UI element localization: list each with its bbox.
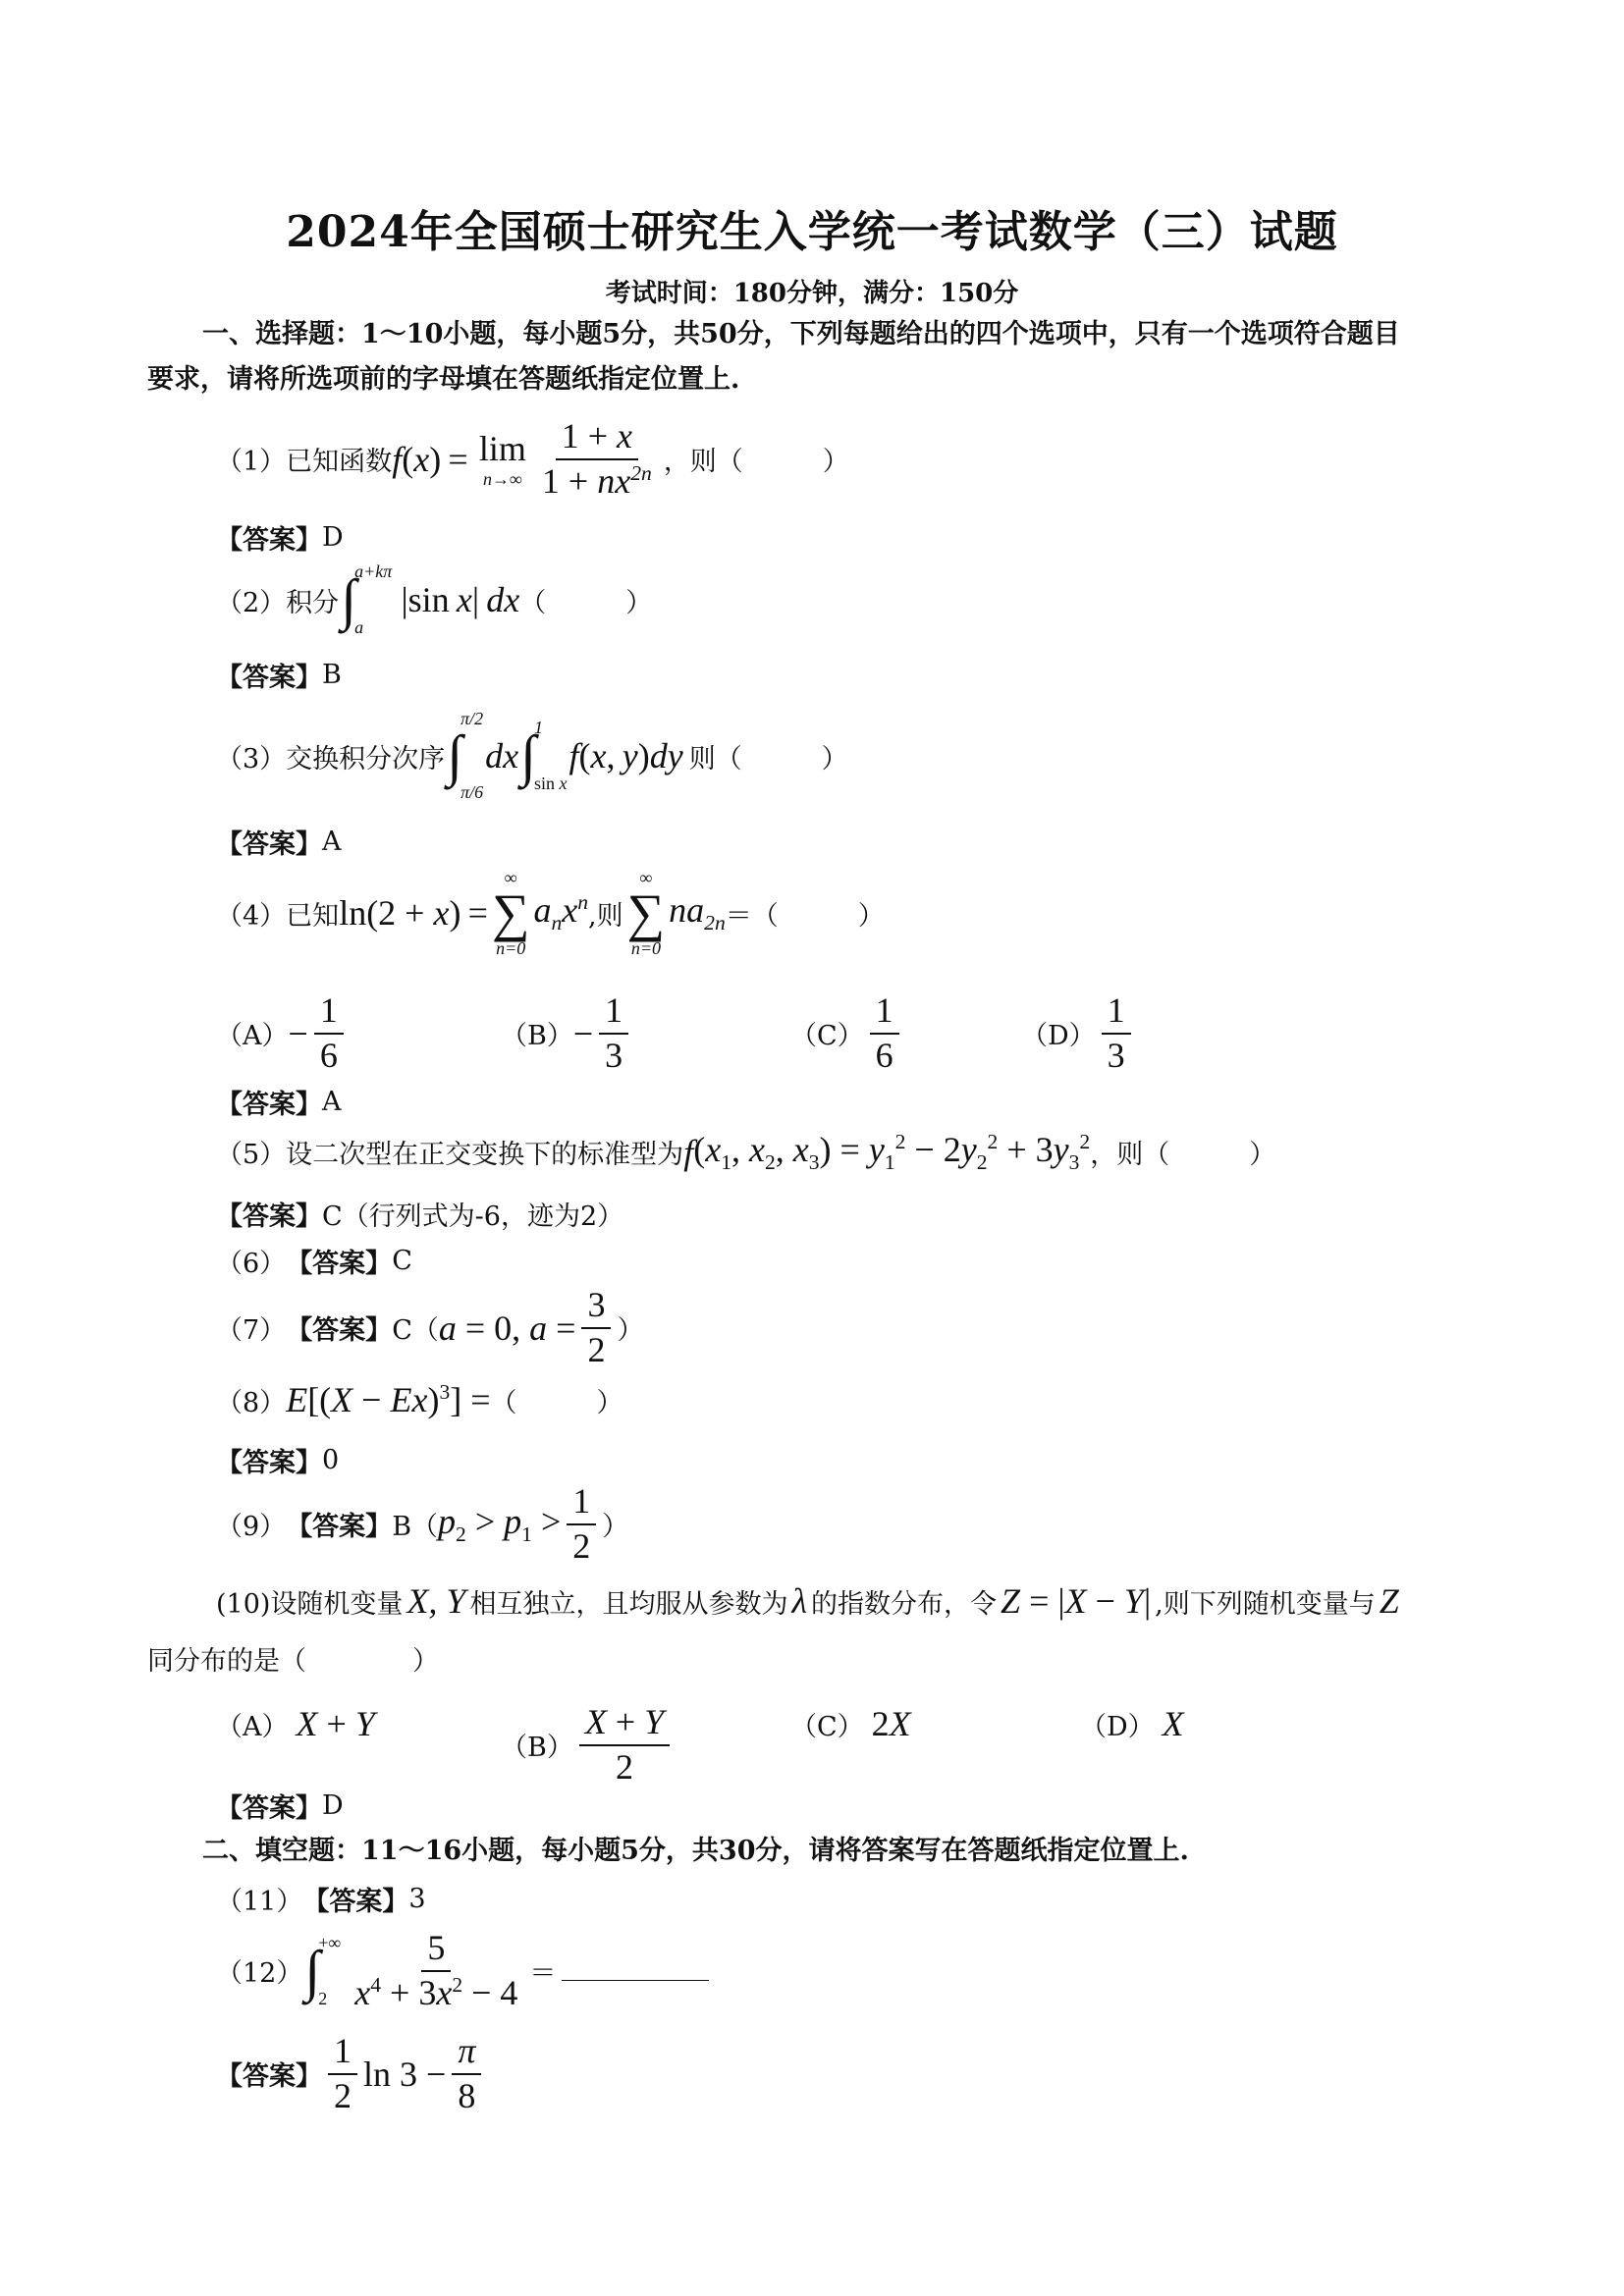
option-label: （D） bbox=[1021, 1021, 1096, 1052]
option-numerator: 1 bbox=[870, 991, 899, 1035]
section-1-header bbox=[147, 312, 1483, 402]
question-10-text-d: ,则下列随机变量与 bbox=[1155, 1588, 1376, 1620]
answer-3 bbox=[216, 823, 342, 861]
q4-option-b bbox=[501, 991, 634, 1075]
answer-2-value: B bbox=[322, 660, 342, 690]
question-1-fraction: $\frac{1 + x}{1 + nx^{2n}}$ bbox=[541, 416, 652, 501]
answer-10-value: D bbox=[322, 1790, 344, 1821]
option-label: （A） bbox=[216, 1711, 289, 1742]
section-2-header: 二、填空题：11～16小题，每小题5分，共30分，请将答案写在答题纸指定位置上. bbox=[202, 1836, 1189, 1866]
page-title: 2024年全国硕士研究生入学统一考试数学（三）试题 bbox=[286, 207, 1338, 257]
answer-label: 【答案】 bbox=[302, 1887, 409, 1917]
answer-label: 【答案】 bbox=[216, 1090, 322, 1120]
question-1: （1）已知函数 f ( x ) = lim n→∞ $\frac{1 + x}{1 + nx^{2n}}$ ，则（ ） bbox=[216, 416, 849, 501]
question-2-suffix: （ ） bbox=[519, 587, 653, 618]
integral-symbol: ∫ a+kπ a bbox=[341, 561, 393, 637]
answer-6-value: C bbox=[392, 1246, 412, 1276]
answer-2 bbox=[216, 656, 342, 694]
question-10-line1: (10)设随机变量 X, Y 相互独立，且均服从参数为 λ 的指数分布，令 Z = |X − Y| ,则下列随机变量与 Z bbox=[216, 1581, 1399, 1621]
q10-option-b: （B） $\frac{X + Y}{2}$ bbox=[501, 1703, 676, 1787]
answer-12-fraction-a: $\frac{1}{2}$ bbox=[328, 2032, 357, 2115]
question-8-suffix: （ ） bbox=[490, 1387, 623, 1418]
answer-7-fraction: $\frac{3}{2}$ bbox=[581, 1286, 611, 1369]
question-5: （5）设二次型在正交变换下的标准型为 f ($x_1$, $x_2$, $x_3) = y_1^2 - 2y_2^2 + 3y_3^2$ ，则（ ） bbox=[216, 1130, 1276, 1175]
option-label: （C） bbox=[790, 1711, 864, 1742]
answer-blank bbox=[562, 1960, 709, 1981]
question-7-number: （7） bbox=[216, 1315, 287, 1347]
answer-11-value: 3 bbox=[408, 1884, 426, 1914]
answer-10 bbox=[216, 1787, 344, 1825]
question-3-prefix: （3）交换积分次序 bbox=[216, 743, 446, 774]
answer-label: 【答案】 bbox=[216, 663, 322, 693]
answer-6 bbox=[216, 1242, 412, 1280]
question-10-text-c: 的指数分布，令 bbox=[811, 1588, 998, 1620]
option-sign: − bbox=[572, 1013, 594, 1053]
question-5-prefix: （5）设二次型在正交变换下的标准型为 bbox=[216, 1140, 684, 1171]
question-2-prefix: （2）积分 bbox=[216, 587, 340, 618]
answer-5-value: C（行列式为-6，迹为2） bbox=[322, 1201, 624, 1232]
integral-symbol: ∫ π/2 π/6 bbox=[447, 709, 484, 802]
exam-info: 考试时间：180分钟，满分：150分 bbox=[605, 279, 1019, 308]
section-1-line1: 一、选择题：1～10小题，每小题5分，共50分，下列每题给出的四个选项中，只有一个选项符合题目 bbox=[202, 319, 1400, 349]
option-denominator: 3 bbox=[1107, 1035, 1125, 1075]
integral-symbol: ∫ 1 sin x bbox=[520, 718, 568, 793]
answer-label: 【答案】 bbox=[286, 1512, 393, 1543]
option-label: （D） bbox=[1080, 1711, 1155, 1742]
option-label: （C） bbox=[790, 1021, 864, 1052]
question-12-prefix: （12） bbox=[216, 1958, 303, 1990]
question-1-prefix: （1）已知函数 bbox=[216, 447, 393, 478]
question-8-prefix: （8） bbox=[216, 1387, 287, 1418]
question-5-suffix: ，则（ ） bbox=[1090, 1140, 1276, 1171]
option-numerator: 1 bbox=[314, 991, 344, 1035]
question-3-suffix: 则（ ） bbox=[688, 743, 848, 774]
answer-12 bbox=[216, 2032, 487, 2115]
question-12 bbox=[216, 1929, 709, 2012]
option-numerator: 1 bbox=[1102, 991, 1131, 1035]
answer-1-value: D bbox=[322, 522, 344, 553]
section-1-line2: 要求，请将所选项前的字母填在答题纸指定位置上. bbox=[147, 364, 740, 395]
answer-label: 【答案】 bbox=[216, 525, 322, 556]
question-4-prefix: （4）已知 bbox=[216, 900, 340, 932]
question-1-formula: f bbox=[392, 439, 403, 479]
answer-label: 【答案】 bbox=[216, 1793, 322, 1824]
answer-9: （9） 【答案】 B（ $p_2 > p_1$ > $\frac{1}{2}$ ） bbox=[216, 1481, 629, 1566]
answer-label: 【答案】 bbox=[216, 1201, 322, 1232]
question-2 bbox=[216, 561, 652, 638]
integral-symbol: ∫ +∞ 2 bbox=[304, 1932, 342, 2008]
answer-label: 【答案】 bbox=[216, 829, 322, 860]
answer-7-formula: a = 0, a = bbox=[438, 1308, 576, 1348]
option-numerator: 1 bbox=[599, 991, 628, 1035]
answer-12-fraction-b: $\frac{\pi}{8}$ bbox=[452, 2032, 481, 2115]
answer-label: 【答案】 bbox=[216, 1448, 322, 1478]
question-12-suffix: ＝ bbox=[529, 1958, 557, 1990]
question-2-formula: |sin x| dx bbox=[394, 580, 520, 619]
question-10-text-a: (10)设随机变量 bbox=[216, 1588, 404, 1620]
answer-7-prefix: C（ bbox=[392, 1315, 439, 1347]
question-12-fraction: $\frac{5}{x^4 + 3x^2 - 4}$ bbox=[354, 1928, 518, 2012]
option-label: （B） bbox=[501, 1733, 573, 1764]
question-10-text-b: 相互独立，且均服从参数为 bbox=[469, 1588, 788, 1620]
answer-9-prefix: B（ bbox=[392, 1512, 439, 1543]
limit-symbol: lim n→∞ bbox=[478, 429, 526, 490]
answer-9-formula: $p_2 > p_1$ > bbox=[438, 1502, 562, 1547]
option-label: （B） bbox=[501, 1021, 573, 1052]
option-denominator: 6 bbox=[319, 1035, 338, 1075]
q10-option-a: （A） X + Y bbox=[216, 1704, 375, 1743]
question-11-number: （11） bbox=[216, 1887, 303, 1917]
question-5-formula: f bbox=[683, 1132, 694, 1172]
answer-1 bbox=[216, 518, 344, 557]
question-6-number: （6） bbox=[216, 1249, 287, 1279]
answer-7: （7） 【答案】 C（ a = 0, a = $\frac{3}{2}$ ） bbox=[216, 1285, 644, 1369]
q4-option-d bbox=[1021, 991, 1137, 1075]
option-denominator: 3 bbox=[605, 1035, 623, 1075]
answer-12-formula: ln 3 − bbox=[363, 2054, 447, 2094]
sum-symbol: ∞ ∑ n=0 bbox=[626, 868, 666, 958]
answer-label: 【答案】 bbox=[216, 2061, 322, 2093]
question-10-line2: 同分布的是（ ） bbox=[147, 1646, 439, 1677]
sum-symbol: ∞ ∑ n=0 bbox=[491, 868, 530, 958]
answer-3-value: A bbox=[322, 827, 342, 857]
q4-option-c bbox=[790, 991, 905, 1075]
question-3: （3）交换积分次序 ∫ π/2 π/6 dx ∫ 1 sin x f (x, y) dy 则（ ） bbox=[216, 709, 848, 802]
option-sign: − bbox=[288, 1013, 308, 1053]
question-3-formula: f bbox=[568, 736, 579, 775]
answer-8 bbox=[216, 1441, 339, 1479]
option-label: （A） bbox=[216, 1021, 289, 1052]
answer-8-value: 0 bbox=[322, 1445, 340, 1475]
question-9-number: （9） bbox=[216, 1512, 287, 1543]
answer-9-fraction: $\frac{1}{2}$ bbox=[567, 1482, 596, 1566]
question-4-suffix: ＝（ ） bbox=[725, 900, 885, 932]
q4-option-a bbox=[216, 991, 350, 1075]
question-4: （4）已知 ln(2 + x) = ∞ ∑ n=0 $a_nx^n$ ,则 ∞ ∑ n=0 $na_{2n}$ ＝（ ） bbox=[216, 868, 885, 958]
answer-5 bbox=[216, 1195, 623, 1233]
answer-11 bbox=[216, 1880, 426, 1918]
question-8 bbox=[216, 1379, 623, 1420]
question-4-formula: ln(2 + x) = bbox=[339, 893, 488, 933]
answer-label: 【答案】 bbox=[286, 1315, 393, 1347]
question-4-middle: ,则 bbox=[588, 900, 623, 932]
option-denominator: 6 bbox=[875, 1035, 893, 1075]
answer-4-value: A bbox=[322, 1087, 342, 1117]
q10-option-d: （D） X bbox=[1080, 1704, 1184, 1743]
answer-4 bbox=[216, 1083, 342, 1121]
q10-option-c: （C） 2X bbox=[790, 1704, 911, 1743]
answer-label: 【答案】 bbox=[286, 1249, 393, 1279]
question-8-formula: $E[(X - Ex)^3]$ = bbox=[286, 1380, 491, 1419]
question-1-suffix: ，则（ ） bbox=[663, 447, 849, 478]
